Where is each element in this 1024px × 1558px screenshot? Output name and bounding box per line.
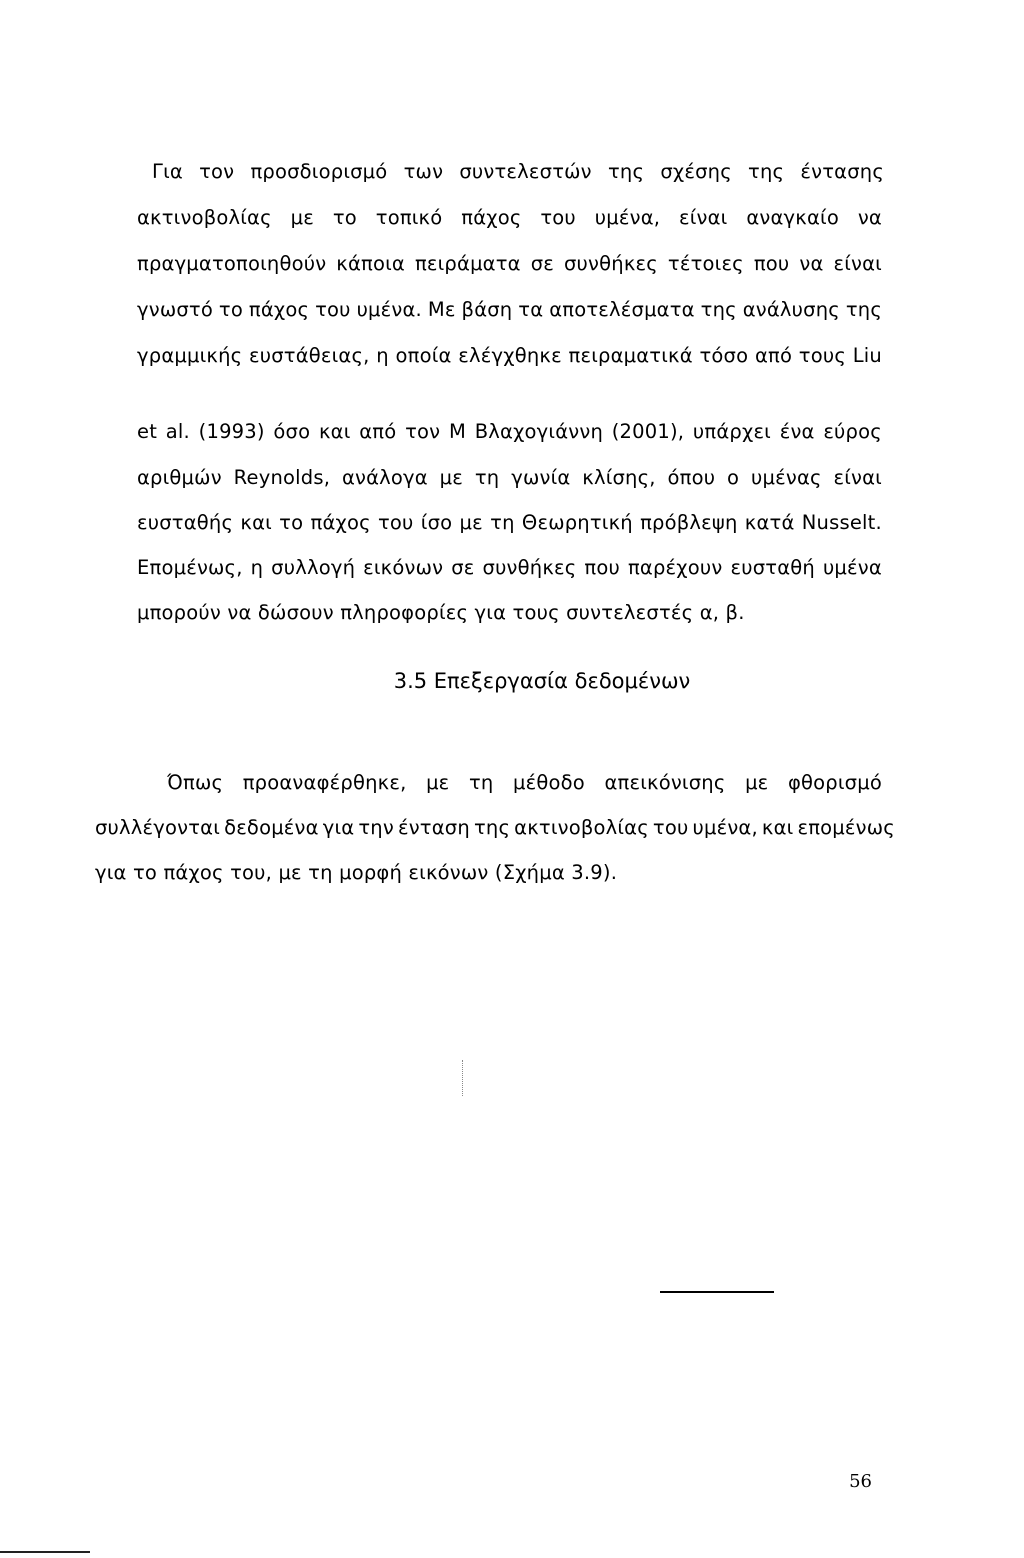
word: φθορισμό (787, 771, 882, 794)
word: πρόβλεψη (640, 511, 738, 534)
word: της (607, 160, 645, 183)
word: πειραματικά (568, 344, 693, 367)
word: από (754, 344, 793, 367)
word: ακτινοβολίας (137, 206, 272, 229)
word: με (459, 511, 483, 534)
word: ο (727, 466, 740, 489)
word: και (240, 511, 272, 534)
word: είναι (833, 466, 882, 489)
word: κάποια (336, 252, 405, 275)
footnote-rule (660, 1291, 774, 1293)
word: γραμμικής (137, 344, 243, 367)
word: ένα (779, 420, 815, 443)
word: Nusselt. (801, 511, 882, 534)
word: υμένα. (356, 298, 422, 321)
word: επομένως (797, 816, 895, 839)
word: αναγκαίο (746, 206, 839, 229)
word: ευσταθή (730, 556, 815, 579)
word: τη (490, 511, 515, 534)
paragraph-2-line: για το πάχος του, με τη μορφή εικόνων (Σχήμα 3.9). (95, 861, 618, 884)
word: την (358, 816, 394, 839)
word: συλλογή (271, 556, 356, 579)
word: Για (152, 160, 183, 183)
word: των (403, 160, 444, 183)
word: σε (451, 556, 475, 579)
word: τον (199, 160, 235, 183)
word: για (322, 816, 355, 839)
word: Θεωρητική (521, 511, 633, 534)
section-heading: 3.5 Επεξεργασία δεδομένων (393, 669, 691, 693)
word: (1993) (198, 420, 265, 443)
word: τη (468, 771, 494, 794)
word: από (359, 420, 397, 443)
paragraph-1-line (137, 555, 882, 581)
word: με (290, 206, 314, 229)
word: γωνία (511, 466, 571, 489)
word: του (540, 206, 576, 229)
word: ανάλυσης (742, 298, 840, 321)
word: υμένα, (594, 206, 661, 229)
word: al. (165, 420, 190, 443)
paragraph-1-line: μπορούν να δώσουν πληροφορίες για τους συντελεστές α, β. (137, 601, 745, 624)
word: με (426, 771, 450, 794)
word: βάση (461, 298, 513, 321)
word: όσο (273, 420, 311, 443)
word: et (137, 420, 158, 443)
word: και (761, 816, 794, 839)
paragraph-1-line (137, 343, 882, 369)
word: Liu (852, 344, 882, 367)
word: Βλαχογιάννη (474, 420, 604, 443)
word: υμένα, (692, 816, 758, 839)
word: ανάλογα (341, 466, 428, 489)
word: του (377, 511, 414, 534)
word: γνωστό (137, 298, 213, 321)
word: εύρος (823, 420, 882, 443)
paragraph-1-line (152, 159, 884, 185)
word: με (439, 466, 464, 489)
word: του (315, 298, 351, 321)
word: κλίσης, (582, 466, 656, 489)
word: που (753, 252, 790, 275)
word: της (473, 816, 511, 839)
word: εικόνων (363, 556, 444, 579)
word: πάχος (248, 298, 310, 321)
word: ευστάθειας, (248, 344, 370, 367)
word: υμένα (822, 556, 882, 579)
word: Reynolds, (233, 466, 331, 489)
word: η (250, 556, 264, 579)
word: το (332, 206, 357, 229)
word: του (652, 816, 689, 839)
word: Με (427, 298, 456, 321)
word: απεικόνισης (604, 771, 726, 794)
word: πάχος (310, 511, 371, 534)
word: πειράματα (414, 252, 521, 275)
word: να (799, 252, 824, 275)
word: της (845, 298, 882, 321)
word: Μ (448, 420, 466, 443)
word: συνθήκες (564, 252, 658, 275)
word: να (857, 206, 882, 229)
word: είναι (833, 252, 882, 275)
word: τον (405, 420, 441, 443)
paragraph-1-line (137, 251, 882, 277)
word: προαναφέρθηκε, (242, 771, 407, 794)
word: παρέχουν (627, 556, 723, 579)
page-number: 56 (849, 1471, 872, 1492)
scan-specks (462, 1060, 467, 1096)
word: έντασης (800, 160, 884, 183)
word: αριθμών (137, 466, 222, 489)
word: σε (530, 252, 555, 275)
word: δεδομένα (224, 816, 319, 839)
word: όπου (667, 466, 716, 489)
word: σχέσης (660, 160, 732, 183)
word: υμένας (751, 466, 822, 489)
word: κατά (744, 511, 795, 534)
paragraph-2-line (167, 770, 882, 796)
word: συντελεστών (459, 160, 592, 183)
word: το (279, 511, 304, 534)
paragraph-1-line (137, 510, 882, 536)
word: Όπως (167, 771, 224, 794)
word: συνθήκες (482, 556, 577, 579)
word: με (745, 771, 769, 794)
word: τα (518, 298, 544, 321)
word: προσδιορισμό (250, 160, 388, 183)
paragraph-1-line (137, 297, 882, 323)
word: υπάρχει (692, 420, 771, 443)
word: Επομένως, (137, 556, 243, 579)
word: (2001), (611, 420, 685, 443)
paragraph-1-line (137, 465, 882, 491)
word: τη (474, 466, 500, 489)
word: πάχος (461, 206, 522, 229)
word: πραγματοποιηθούν (137, 252, 327, 275)
word: της (748, 160, 785, 183)
word: αποτελέσματα (549, 298, 695, 321)
bottom-edge-rule (0, 1551, 90, 1553)
word: συλλέγονται (95, 816, 221, 839)
word: ένταση (397, 816, 470, 839)
word: ευσταθής (137, 511, 234, 534)
paragraph-1-line (137, 205, 882, 231)
word: οποία (395, 344, 452, 367)
word: ακτινοβολίας (514, 816, 649, 839)
word: της (700, 298, 737, 321)
word: που (584, 556, 620, 579)
word: ελέγχθηκε (458, 344, 562, 367)
word: μέθοδο (513, 771, 585, 794)
word: είναι (679, 206, 728, 229)
word: τοπικό (375, 206, 443, 229)
word: τους (798, 344, 846, 367)
word: και (318, 420, 351, 443)
word: τόσο (699, 344, 749, 367)
word: τέτοιες (667, 252, 744, 275)
word: το (218, 298, 243, 321)
word: ίσο (420, 511, 453, 534)
word: η (376, 344, 389, 367)
paragraph-1-line (137, 419, 882, 445)
paragraph-2-line (95, 815, 895, 841)
